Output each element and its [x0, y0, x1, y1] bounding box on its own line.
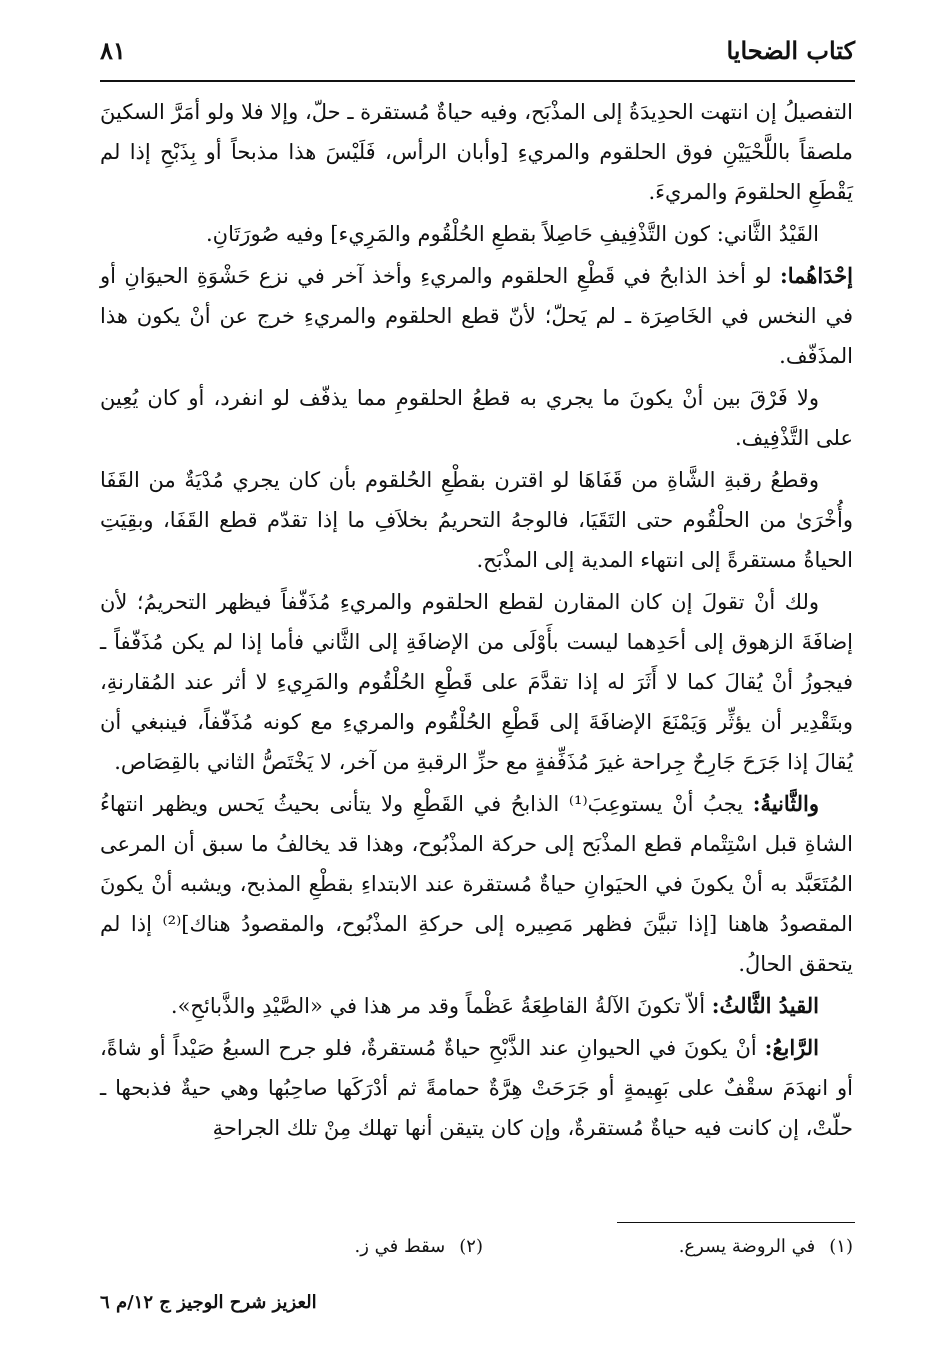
footnote-number: (٢) — [459, 1236, 483, 1257]
page-number: ٨١ — [100, 36, 126, 65]
page-header — [100, 30, 855, 80]
paragraph-text: أنْ يكونَ في الحيوانِ عند الذَّبْحِ حياةٌ مُستقرةٌ، فلو جرح السبعُ صَيْداً أو شاةً، أو انهدَمَ سقْفٌ على بَهِيمةٍ أو جَرَحَتْ هِرَّةٌ حمامةً ثم أدْرَكَها صاحِبُها وهي حيةٌ فذبحها ـ حلّتْ، إن كانت فيه حياةٌ مُستقرةٌ، وإن كان يتيقن أنها تهلك مِنْ تلك الجراحةِ — [100, 1036, 853, 1140]
paragraph-text: التفصيلُ إن انتهت الحدِيدَةُ إلى المذْبَح، وفيه حياةٌ مُستقرة ـ حلّ، وإلا فلا ولو أمَرَّ السكينَ ملصقاً باللَّحْيَيْنِ فوق الحلقوم والمريءِ [وأبان الرأس، فَلَيْسَ هذا مذبحاً أو بِذَبْحِ إذا لم يَقْطَعِ الحلقومَ والمريءَ. — [100, 100, 853, 204]
main-text — [100, 92, 853, 1150]
paragraph — [100, 460, 853, 580]
paragraph-text: القَيْدُ الثَّاني: كون التَّذْفِيفِ حَاصِلاً بقطعِ الحُلْقُوم والمَرِيء] وفيه صُورَتَانِ. — [205, 222, 819, 246]
header-rule — [100, 80, 855, 82]
paragraph — [100, 214, 853, 254]
paragraph-lead: إحْدَاهُما: — [779, 263, 853, 288]
paragraph-text: لو أخذ الذابحُ في قَطْعِ الحلقوم والمريءِ وأخذ آخر في نزع حَشْوَةِ الحيوَانِ أو في النخس في الخَاصِرَة ـ لم يَحلّ؛ لأنّ قطع الحلقوم والمريءِ خرج عن أنْ يكون هذا المذَفّف. — [100, 264, 854, 368]
paragraph-lead: الرَّابعُ: — [764, 1035, 819, 1060]
paragraph-text: وقطعُ رقبةِ الشَّاةِ من قَفَاهَا لو اقترن بقطْعِ الحُلقوم بأن كان يجري مُدْيَةٌ من القَفَا وأُخْرَىٰ من الحلْقُوم حتى التَقَيَا، فالوجهُ التحريمُ بخلاَفِ ما إذا تقدّم قطع القَفَا، وبقِيَتِ الحياةُ مستقرةً إلى انتهاء المدية إلى المذْبَح. — [100, 468, 853, 572]
footnote — [679, 1236, 853, 1257]
paragraph-text: يجبُ أنْ يستوعِبَ⁽¹⁾ الذابحُ في القَطْعِ ولا يتأنى بحيثُ يَحس ويظهر انتهاءُ الشاةِ قبل اسْتِتْمام قطع المذْبَح إلى حركة المذْبُوح، وهذا قد يخالفُ ما سبق أن المرعى المُتَعَبَّد به أنْ يكونَ في الحيَوانِ حياةٌ مُستقرة عند الابتداءِ بقطْعِ المذبح، ويشبه أنْ يكونَ المقصودُ هاهنا [إذا تبيَّنَ فظهر مَصِيره إلى حركةِ المذْبُوح، والمقصودُ هناك]⁽²⁾ إذا لم يتحقق الحالُ. — [100, 792, 853, 976]
running-title: كتاب الضحايا — [726, 36, 855, 65]
paragraph-lead: القيدُ الثَّالثُ: — [711, 993, 819, 1018]
paragraph-text: ولك أنْ تقولَ إن كان المقارن لقطع الحلقوم والمريءِ مُذَفّفاً فيظهر التحريمُ؛ لأن إضافَةَ الزهوق إلى أحَدِهما ليست بأَوْلَى من الإضافَةِ إلى الثَّاني فأما إذا لم يكن مُذَفّفاً ـ فيجوزُ أنْ يُقالَ كما لا أَثَرَ له إذا تقدَّمَ على قَطْعِ الحُلْقُوم والمَرِيءِ لا أثر عند المُقارنةِ، وبتَقْدِير أن يؤثِّر وَيَمْنَعَ الإضافَةَ إلى قَطْعِ الحُلْقُوم والمريءِ مع كونه مُذَفّفاً، فينبغي أن يُقالَ إذا جَرَحَ جَارِحٌ جِراحة غيرَ مُذَفِّفةٍ مع حزِّ الرقبةِ من آخر، لا يَخْتَصُّ الثاني بالقِصَاص. — [100, 590, 853, 774]
paragraph-text: ألاّ تكونَ الآلةُ القاطِعَةُ عَظْماً وقد مر هذا في «الصَّيْدِ والذَّبائحِ». — [170, 994, 712, 1018]
footnote-text: سقط في ز. — [354, 1236, 446, 1257]
printer-signature: العزيز شرح الوجيز ج ١٢/م ٦ — [100, 1292, 317, 1313]
paragraph — [100, 1028, 853, 1148]
footnote-rule — [617, 1222, 855, 1223]
footnote — [355, 1236, 483, 1257]
paragraph — [100, 582, 853, 782]
paragraph — [100, 986, 853, 1026]
paragraph-text: ولا فَرْقَ بين أنْ يكونَ ما يجري به قطعُ الحلقومِ مما يذفّف لو انفرد، أو كان يُعِين على التَّذْفِيف. — [100, 386, 853, 450]
footnote-text: في الروضة يسرع. — [678, 1236, 816, 1257]
paragraph — [100, 256, 853, 376]
paragraph-lead: والثَّانيةُ: — [752, 791, 819, 816]
footnotes — [100, 1236, 853, 1270]
paragraph — [100, 92, 853, 212]
paragraph — [100, 378, 853, 458]
footnote-number: (١) — [829, 1236, 853, 1257]
paragraph — [100, 784, 853, 984]
